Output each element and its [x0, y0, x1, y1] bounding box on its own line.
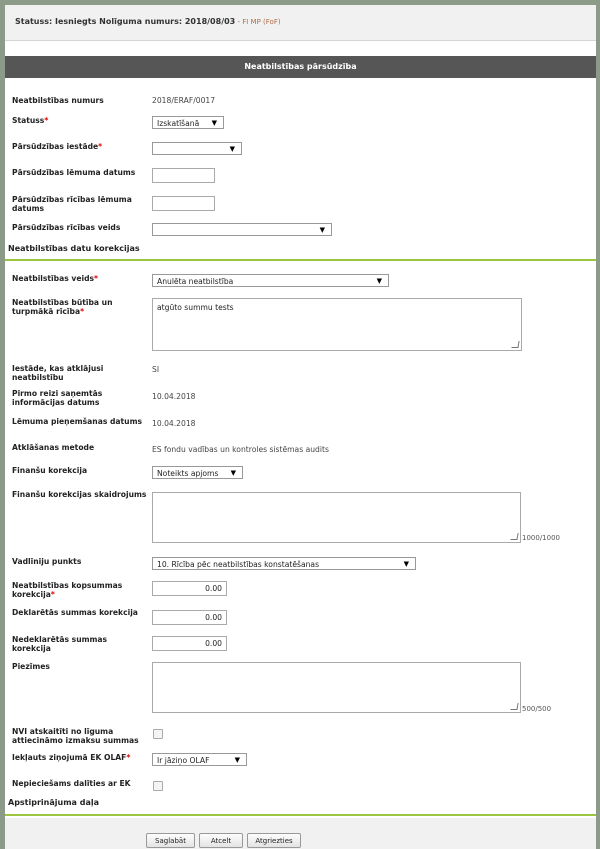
chevron-down-icon: ▼	[234, 756, 240, 764]
undeclared-correction-input[interactable]: 0.00	[152, 636, 227, 651]
number-label: Neatbilstības numurs	[12, 96, 104, 105]
action-decision-date-input[interactable]	[152, 196, 215, 211]
resize-handle-icon[interactable]	[511, 341, 519, 348]
notes-counter: 500/500	[522, 705, 552, 713]
action-decision-date-label: Pārsūdzības rīcības lēmuma datums	[12, 195, 132, 213]
detection-method-value: ES fondu vadības un kontroles sistēmas audits	[152, 445, 329, 454]
action-type-label: Pārsūdzības rīcības veids	[12, 223, 121, 232]
decision-made-date-label: Lēmuma pieņemšanas datums	[12, 417, 143, 426]
detecting-institution-value: SI	[152, 365, 160, 374]
status-sub: - FI MP (FoF)	[235, 18, 281, 26]
approval-section-title: Apstiprinājuma daļa	[8, 798, 99, 807]
chevron-down-icon: ▼	[376, 277, 382, 285]
declared-correction-input[interactable]: 0.00	[152, 610, 227, 625]
type-label: Neatbilstības veids*	[12, 274, 99, 283]
fin-correction-select[interactable]: Noteikts apjoms ▼	[152, 466, 243, 479]
action-type-select[interactable]	[152, 223, 332, 236]
status-label: Statuss*	[12, 116, 49, 125]
guideline-label: Vadlīniju punkts	[12, 557, 82, 566]
olaf-select[interactable]: Ir jāziņo OLAF ▼	[152, 753, 247, 766]
olaf-label: Iekļauts ziņojumā EK OLAF*	[12, 753, 131, 762]
nvi-checkbox[interactable]	[153, 729, 163, 739]
guideline-select[interactable]: 10. Rīcība pēc neatbilstības konstatēšanas ▼	[152, 557, 416, 570]
section-divider	[5, 814, 596, 816]
declared-correction-label: Deklarētās summas korekcija	[12, 608, 138, 617]
chevron-down-icon: ▼	[319, 226, 325, 234]
fin-explanation-counter: 1000/1000	[522, 534, 560, 542]
chevron-down-icon: ▼	[211, 119, 217, 127]
window-frame-left	[0, 0, 5, 849]
decision-date-label: Pārsūdzības lēmuma datums	[12, 168, 136, 177]
type-select[interactable]: Anulēta neatbilstība ▼	[152, 274, 389, 287]
save-button[interactable]: Saglabāt	[146, 833, 195, 848]
chevron-down-icon: ▼	[229, 145, 235, 153]
number-value: 2018/ERAF/0017	[152, 96, 216, 105]
share-ec-label: Nepieciešams dalīties ar EK	[12, 779, 131, 788]
window-frame-right	[596, 0, 600, 849]
notes-label: Piezīmes	[12, 662, 50, 671]
resize-handle-icon[interactable]	[510, 703, 518, 710]
status-bar	[5, 5, 596, 41]
resize-handle-icon[interactable]	[510, 533, 518, 540]
page-title: Neatbilstības pārsūdzība	[5, 56, 596, 78]
essence-label: Neatbilstības būtība un turpmākā rīcība*	[12, 298, 113, 316]
share-ec-checkbox[interactable]	[153, 781, 163, 791]
status-main: Statuss: Iesniegts Nolīguma numurs: 2018/08/03	[15, 17, 236, 26]
detecting-institution-label: Iestāde, kas atklājusi neatbilstību	[12, 364, 104, 382]
fin-correction-label: Finanšu korekcija	[12, 466, 88, 475]
undeclared-correction-label: Nedeklarētās summas korekcija	[12, 635, 108, 653]
nvi-label: NVI atskaitīti no līguma attiecināmo izmaksu summas	[12, 727, 139, 745]
status-select[interactable]: Izskatīšanā ▼	[152, 116, 224, 129]
notes-textarea[interactable]	[152, 662, 521, 713]
total-correction-label: Neatbilstības kopsummas korekcija*	[12, 581, 123, 599]
chevron-down-icon: ▼	[403, 560, 409, 568]
decision-date-input[interactable]	[152, 168, 215, 183]
section-divider	[5, 259, 596, 261]
status-text	[15, 17, 281, 26]
total-correction-input[interactable]: 0.00	[152, 581, 227, 596]
fin-explanation-label: Finanšu korekcijas skaidrojums	[12, 490, 147, 499]
detection-method-label: Atklāšanas metode	[12, 443, 95, 452]
return-button[interactable]: Atgriezties	[247, 833, 301, 848]
chevron-down-icon: ▼	[230, 469, 236, 477]
essence-textarea[interactable]: atgūto summu tests	[152, 298, 522, 351]
cancel-button[interactable]: Atcelt	[199, 833, 243, 848]
first-info-date-value: 10.04.2018	[152, 392, 196, 401]
institution-select[interactable]	[152, 142, 242, 155]
fin-explanation-textarea[interactable]	[152, 492, 521, 543]
institution-label: Pārsūdzības iestāde*	[12, 142, 103, 151]
decision-made-date-value: 10.04.2018	[152, 419, 196, 428]
first-info-date-label: Pirmo reizi saņemtās informācijas datums	[12, 389, 103, 407]
corrections-section-title: Neatbilstības datu korekcijas	[8, 244, 140, 253]
